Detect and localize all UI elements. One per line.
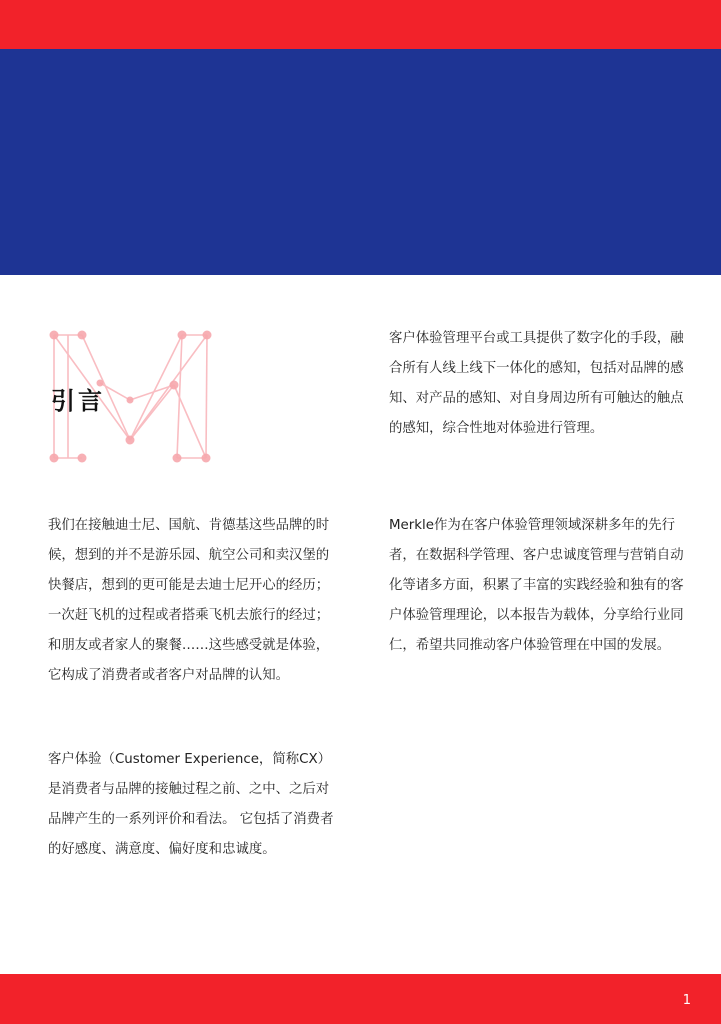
intro-paragraph-2: 客户体验（Customer Experience，简称CX）是消费者与品牌的接触过程之前、之中、之后对品牌产生的一系列评价和看法。 它包括了消费者的好感度、满意度、偏好度和忠诚度。 [48,752,334,857]
page-number: 1 [682,993,691,1008]
header-blue-band [0,49,721,275]
intro-paragraph-1: 我们在接触迪士尼、国航、肯德基这些品牌的时候，想到的并不是游乐园、航空公司和卖汉堡的快餐店，想到的更可能是去迪士尼开心的经历；一次赶飞机的过程或者搭乘飞机去旅行的经过；和朋友或者家人的聚餐……这些感受就是体验，它构成了消费者或者客户对品牌的认知。 [48,518,330,683]
top-red-bar [0,0,721,49]
section-title: 引言 [51,387,105,415]
bottom-red-bar [0,974,721,1024]
intro-paragraph-4: Merkle作为在客户体验管理领域深耕多年的先行者，在数据科学管理、客户忠诚度管理与营销自动化等诸多方面，积累了丰富的实践经验和独有的客户体验管理理论，以本报告为载体，分享给行业同仁，希望共同推动客户体验管理在中国的发展。 [389,518,684,653]
intro-paragraph-3: 客户体验管理平台或工具提供了数字化的手段，融合所有人线上线下一体化的感知，包括对品牌的感知、对产品的感知、对自身周边所有可触达的触点的感知，综合性地对体验进行管理。 [389,331,684,436]
